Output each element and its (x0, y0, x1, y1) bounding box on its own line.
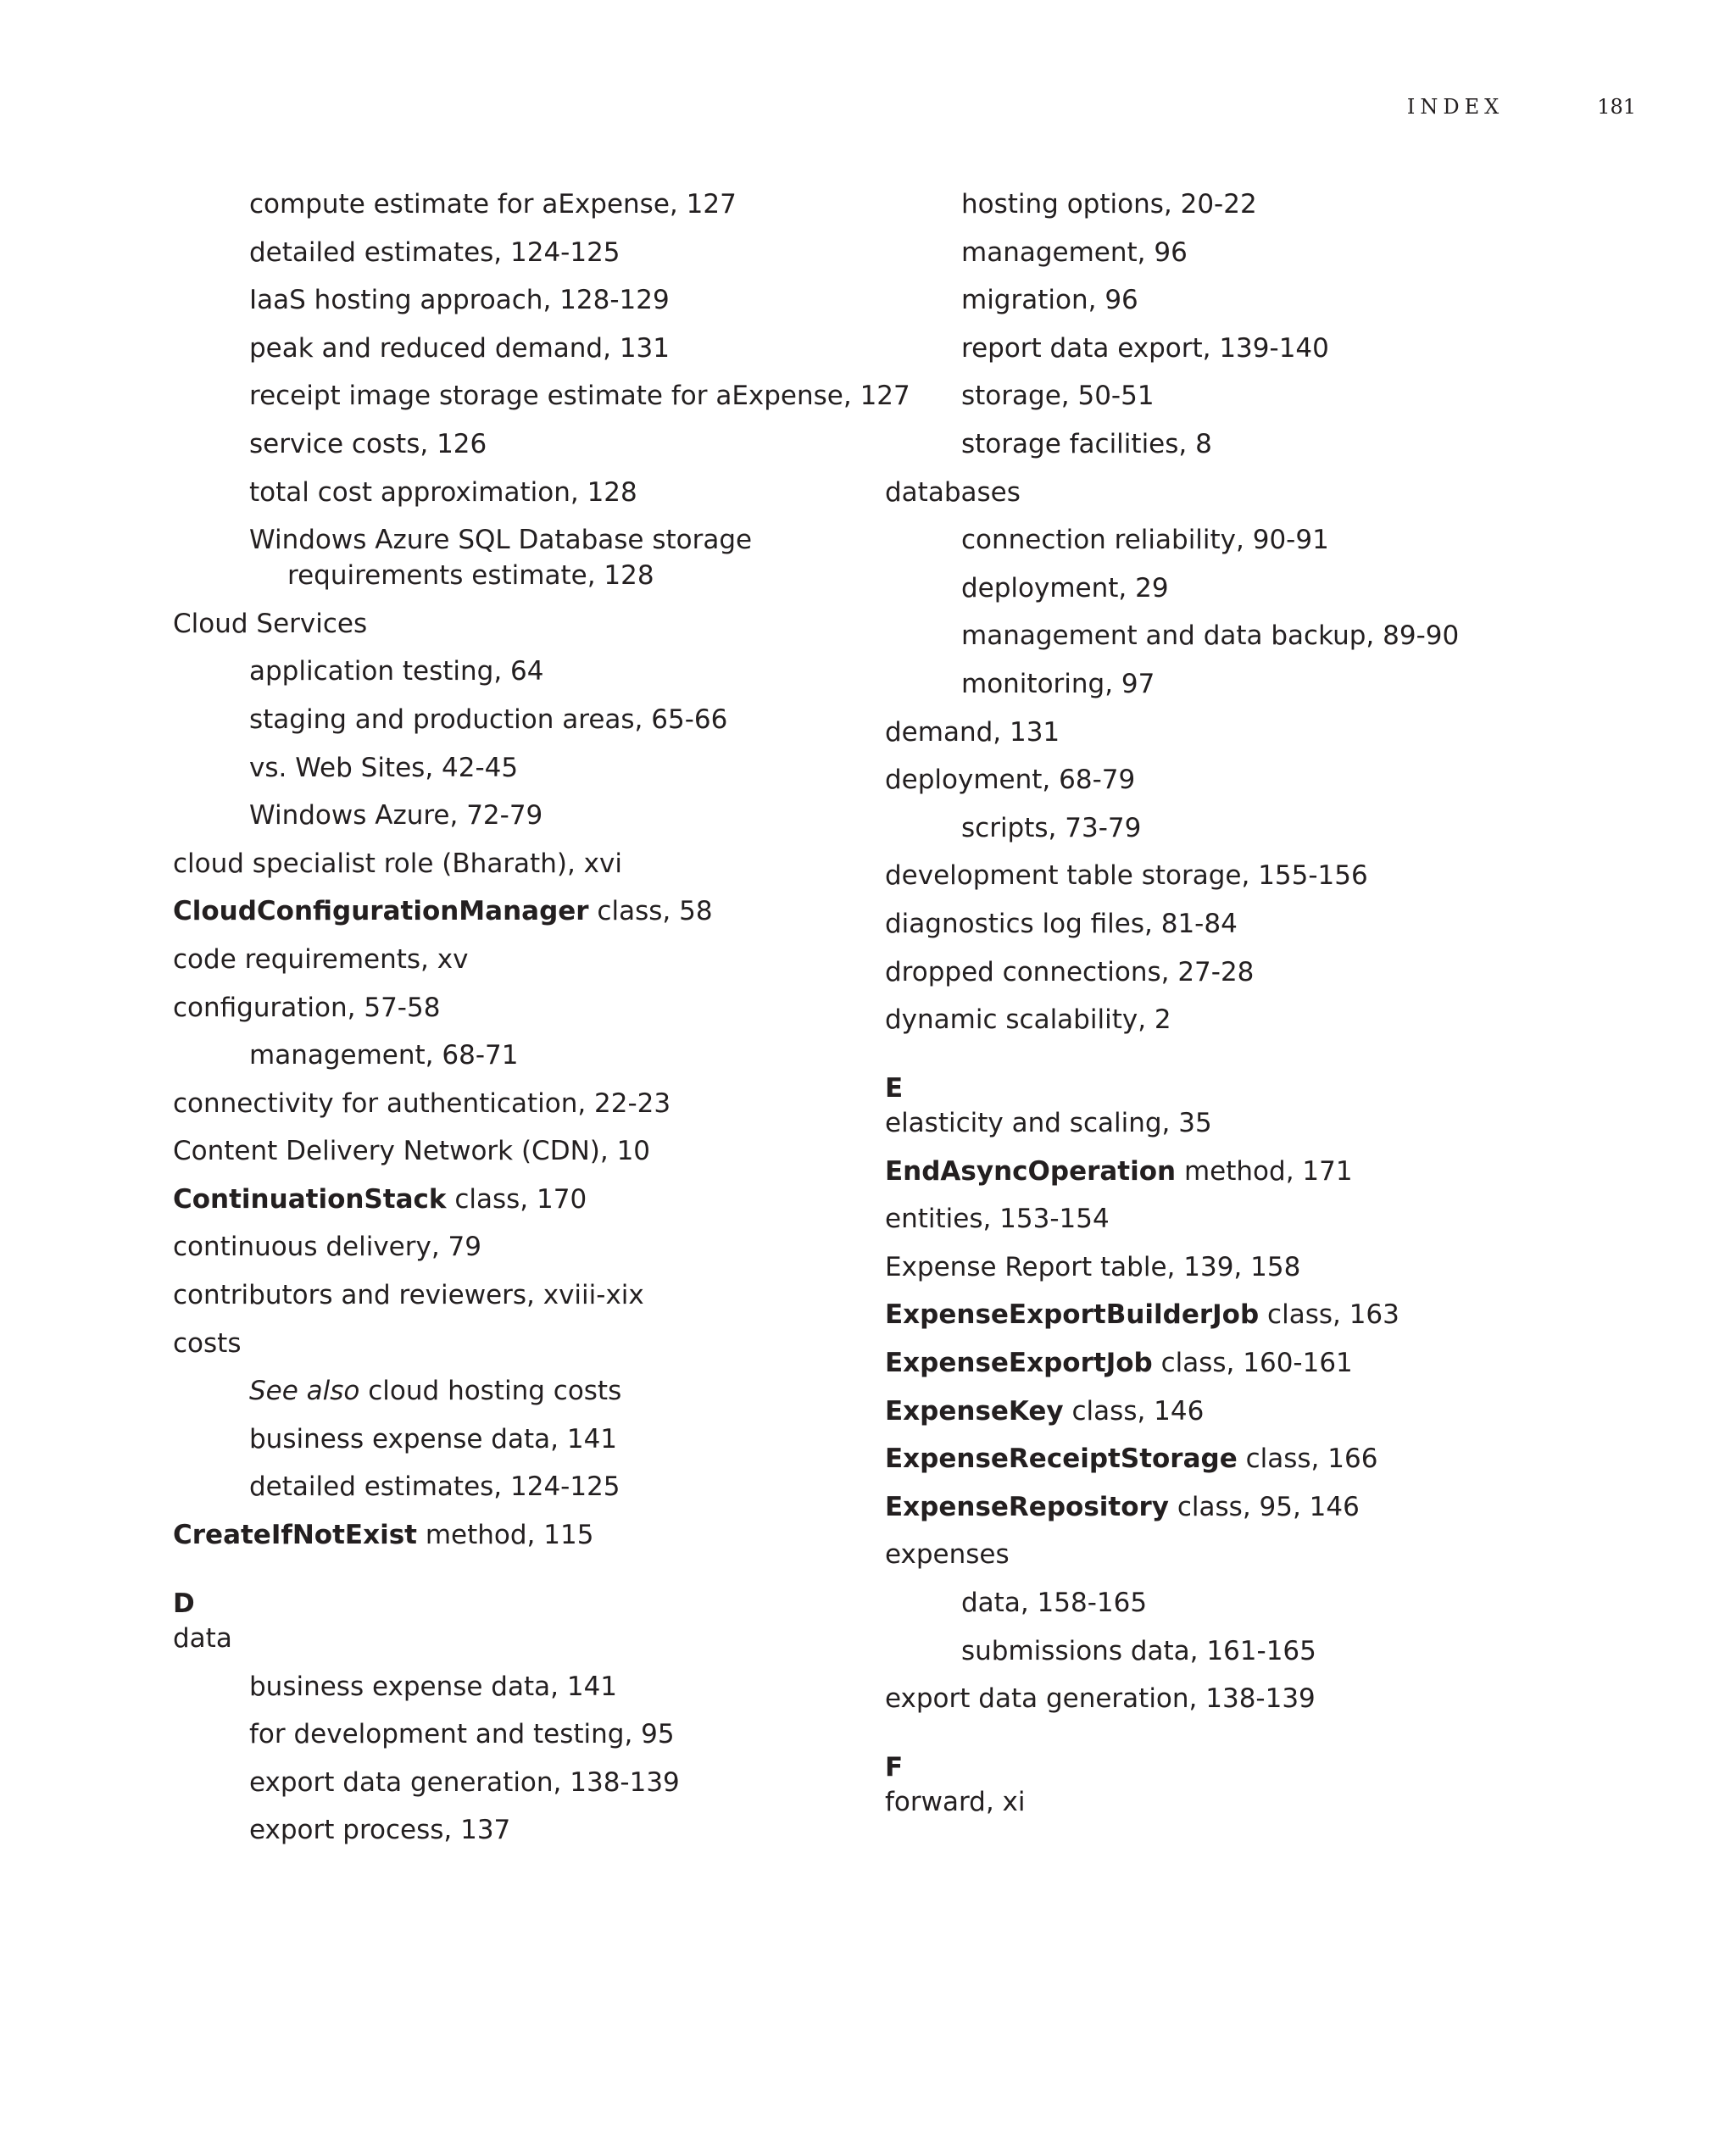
index-subentry (173, 1765, 868, 1800)
index-entry-text: forward, xi (885, 1787, 1026, 1818)
index-subentry (173, 654, 868, 689)
index-entry-text: export process, 137 (249, 1815, 511, 1846)
index-entry-text: total cost approximation, 128 (249, 476, 637, 508)
index-entry-text: Windows Azure, 72-79 (249, 800, 543, 832)
index-entry-text: migration, 96 (961, 285, 1138, 316)
running-header-label: INDEX (1406, 95, 1505, 119)
index-entry-text: management and data backup, 89-90 (961, 620, 1460, 652)
index-subentry (173, 1373, 868, 1409)
index-term-code: EndAsyncOperation (885, 1155, 1177, 1187)
index-letter-heading: D (173, 1588, 195, 1620)
index-entry-text: storage facilities, 8 (961, 428, 1212, 459)
index-entry (885, 1393, 1580, 1429)
index-entry-text: management, 68-71 (249, 1040, 519, 1071)
index-entry (173, 1086, 868, 1121)
index-subentry (885, 378, 1580, 414)
index-subentry (173, 750, 868, 786)
index-entry-text: code requirements, xv (173, 943, 469, 975)
index-entry (885, 858, 1580, 893)
index-entry-text: application testing, 64 (249, 656, 544, 687)
index-subentry (173, 186, 868, 222)
index-subentry (885, 522, 1580, 558)
index-column-left (173, 186, 910, 1861)
index-subentry (173, 475, 868, 510)
index-subentry (885, 666, 1580, 702)
index-entry (885, 475, 1580, 510)
index-entry (885, 1681, 1580, 1716)
see-also-label: See also (249, 1376, 360, 1407)
index-entry-text: class, 146 (1063, 1395, 1205, 1427)
index-entry (173, 893, 868, 929)
running-header (1407, 95, 1636, 119)
index-entry-text: IaaS hosting approach, 128-129 (249, 285, 670, 316)
index-entry-text: Windows Azure SQL Database storage (249, 525, 753, 556)
index-entry-text: diagnostics log files, 81-84 (885, 908, 1238, 939)
index-entry-text: class, 58 (588, 896, 713, 927)
index-entry (885, 1002, 1580, 1037)
index-entry-text: peak and reduced demand, 131 (249, 332, 670, 364)
index-term-code: ExpenseRepository (885, 1491, 1170, 1522)
index-entry (885, 1441, 1580, 1477)
index-subentry (885, 282, 1580, 318)
index-entry-text: for development and testing, 95 (249, 1719, 675, 1750)
index-entry-text: connectivity for authentication, 22-23 (173, 1087, 671, 1119)
index-entry-text: hosting options, 20-22 (961, 189, 1257, 220)
index-entry-text: class, 160-161 (1152, 1348, 1353, 1379)
index-entry-text: business expense data, 141 (249, 1423, 618, 1455)
index-entry (173, 1277, 868, 1313)
index-entry-text: receipt image storage estimate for aExpense, 127 (249, 381, 910, 412)
index-subentry (885, 186, 1580, 222)
index-entry (885, 1154, 1580, 1189)
index-entry-text: deployment, 29 (961, 572, 1169, 604)
index-term-code: ExpenseExportBuilderJob (885, 1299, 1260, 1331)
index-entry-text: cloud specialist role (Bharath), xvi (173, 848, 622, 879)
index-subentry (173, 426, 868, 462)
index-entry-text: business expense data, 141 (249, 1671, 618, 1702)
index-entry (173, 1621, 868, 1656)
index-subentry (173, 1669, 868, 1705)
index-entry-text: data, 158-165 (961, 1588, 1148, 1619)
index-entry-text: method, 171 (1176, 1155, 1353, 1187)
index-column-right (885, 186, 1580, 1833)
index-subentry (885, 331, 1580, 366)
index-subentry (173, 1421, 868, 1457)
index-subentry (885, 810, 1580, 846)
index-entry-text: costs (173, 1327, 242, 1359)
index-subentry (885, 426, 1580, 462)
index-entry-continuation: requirements estimate, 128 (287, 560, 654, 592)
index-entry (885, 954, 1580, 990)
index-entry-text: scripts, 73-79 (961, 812, 1142, 843)
index-entry-text: Cloud Services (173, 608, 368, 639)
index-subentry (173, 522, 868, 593)
index-entry (885, 1201, 1580, 1237)
index-entry (173, 1133, 868, 1169)
index-subentry (885, 618, 1580, 654)
index-subentry (173, 1469, 868, 1505)
index-entry (885, 1784, 1580, 1820)
index-entry-text: staging and production areas, 65-66 (249, 704, 728, 735)
index-term-code: ExpenseExportJob (885, 1348, 1153, 1379)
index-entry-text: development table storage, 155-156 (885, 860, 1368, 892)
index-entry-text: export data generation, 138-139 (249, 1766, 680, 1798)
index-entry-text: Expense Report table, 139, 158 (885, 1251, 1301, 1282)
index-subentry (173, 798, 868, 833)
index-entry-text: class, 95, 146 (1169, 1491, 1360, 1522)
index-entry (173, 1182, 868, 1217)
index-entry (173, 606, 868, 642)
index-subentry (885, 570, 1580, 606)
index-entry (173, 846, 868, 882)
index-entry-text: storage, 50-51 (961, 381, 1155, 412)
index-entry-text: class, 163 (1259, 1299, 1399, 1331)
index-entry-text: elasticity and scaling, 35 (885, 1108, 1212, 1139)
index-entry-text: report data export, 139-140 (961, 332, 1329, 364)
index-entry-text: detailed estimates, 124-125 (249, 1471, 620, 1503)
index-entry (885, 1105, 1580, 1141)
index-entry-text: deployment, 68-79 (885, 765, 1136, 796)
index-entry (885, 1249, 1580, 1285)
index-entry (173, 942, 868, 977)
index-entry-text: expenses (885, 1539, 1010, 1571)
index-entry-text: class, 166 (1237, 1443, 1378, 1475)
index-subentry (173, 1812, 868, 1848)
index-entry-text: configuration, 57-58 (173, 992, 441, 1023)
index-entry-text: class, 170 (446, 1183, 587, 1215)
index-subentry (173, 235, 868, 270)
index-entry (173, 1326, 868, 1361)
index-letter-heading: E (885, 1073, 904, 1104)
index-entry (885, 715, 1580, 750)
index-entry-text: cloud hosting costs (359, 1376, 622, 1407)
index-entry (173, 1229, 868, 1265)
index-term-code: ExpenseReceiptStorage (885, 1443, 1238, 1475)
index-entry-text: submissions data, 161-165 (961, 1635, 1316, 1666)
index-term-code: ExpenseKey (885, 1395, 1064, 1427)
index-entry (885, 1297, 1580, 1332)
index-entry-text: vs. Web Sites, 42-45 (249, 752, 519, 783)
index-subentry (173, 1716, 868, 1752)
index-entry-text: contributors and reviewers, xviii-xix (173, 1280, 644, 1311)
index-term-code: CreateIfNotExist (173, 1520, 417, 1551)
index-entry-text: connection reliability, 90-91 (961, 525, 1329, 556)
index-subentry (885, 1585, 1580, 1621)
index-entry-text: detailed estimates, 124-125 (249, 236, 620, 268)
index-entry-text: entities, 153-154 (885, 1204, 1110, 1235)
index-entry-text: compute estimate for aExpense, 127 (249, 189, 737, 220)
index-subentry (173, 378, 910, 414)
index-entry (885, 1345, 1580, 1381)
index-entry-text: export data generation, 138-139 (885, 1683, 1316, 1715)
index-term-code: ContinuationStack (173, 1183, 447, 1215)
index-entry-text: dropped connections, 27-28 (885, 956, 1255, 987)
index-entry-text: method, 115 (416, 1520, 594, 1551)
index-letter-heading: F (885, 1752, 904, 1783)
index-subentry (885, 1633, 1580, 1669)
index-entry (885, 1537, 1580, 1572)
index-subentry (173, 702, 868, 737)
index-subentry (173, 282, 868, 318)
index-subentry (885, 235, 1580, 270)
index-entry (885, 762, 1580, 798)
index-entry (173, 1517, 868, 1553)
index-entry (173, 990, 868, 1026)
index-subentry (173, 1037, 868, 1073)
index-entry-text: databases (885, 476, 1021, 508)
index-subentry (173, 331, 868, 366)
index-entry-text: demand, 131 (885, 716, 1060, 748)
index-entry (885, 906, 1580, 942)
index-entry-text: service costs, 126 (249, 428, 487, 459)
index-entry-text: continuous delivery, 79 (173, 1232, 481, 1263)
index-entry-text: Content Delivery Network (CDN), 10 (173, 1136, 651, 1167)
index-entry-text: management, 96 (961, 236, 1188, 268)
index-term-code: CloudConfigurationManager (173, 896, 589, 927)
index-entry-text: monitoring, 97 (961, 668, 1155, 699)
index-entry-text: dynamic scalability, 2 (885, 1004, 1171, 1036)
index-entry (885, 1489, 1580, 1525)
index-entry-text: data (173, 1623, 232, 1655)
page-number: 181 (1597, 95, 1636, 119)
